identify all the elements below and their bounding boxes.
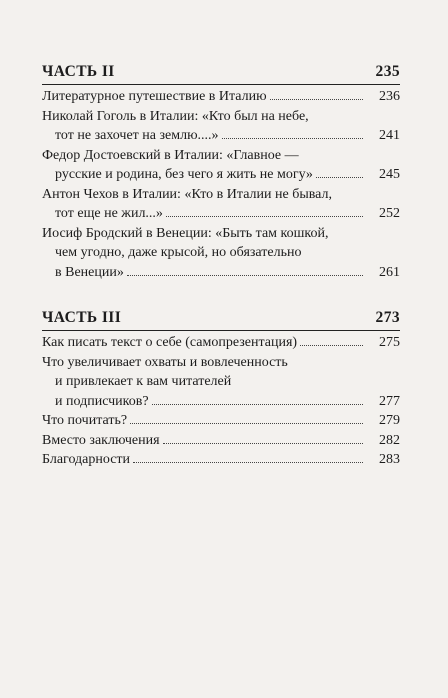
entry-page-number: 236: [379, 89, 400, 104]
part-title: ЧАСТЬ II: [42, 63, 115, 80]
entry-line: Что увеличивает охваты и вовлеченность: [42, 354, 288, 370]
toc-entry: [42, 431, 400, 451]
entry-line: Иосиф Бродский в Венеции: «Быть там кошкой,: [42, 225, 329, 241]
dot-leader: [133, 462, 363, 463]
entry-page-number: 241: [379, 128, 400, 143]
entry-line: Николай Гоголь в Италии: «Кто был на небе,: [42, 108, 309, 124]
toc-entry: [42, 107, 400, 146]
entry-line: Что почитать?: [42, 413, 128, 428]
toc-entry: [42, 353, 400, 412]
entry-line: Федор Достоевский в Италии: «Главное —: [42, 147, 299, 163]
toc-entry: [42, 224, 400, 283]
toc-entry: [42, 333, 400, 353]
toc-entry: [42, 411, 400, 431]
toc-entry: [42, 87, 400, 107]
entry-line: Антон Чехов в Италии: «Кто в Италии не бывал,: [42, 186, 332, 202]
dot-leader: [127, 275, 363, 276]
table-of-contents: [42, 58, 400, 470]
entry-line: Благодарности: [42, 452, 131, 467]
entry-line: русские и родина, без чего я жить не могу»: [55, 167, 313, 182]
part-page-number: 273: [375, 309, 400, 326]
entry-page-number: 261: [379, 264, 400, 280]
entry-page-number: 275: [379, 335, 400, 350]
part-heading: [42, 304, 400, 331]
dot-leader: [163, 443, 363, 444]
entry-line: чем угодно, даже крысой, но обязательно: [55, 245, 302, 260]
entry-line: и подписчиков?: [55, 393, 149, 409]
part-heading: [42, 58, 400, 85]
dot-leader: [300, 345, 363, 346]
entry-line: и привлекает к вам читателей: [55, 374, 232, 389]
part-page-number: 235: [375, 63, 400, 80]
entry-page-number: 282: [379, 432, 400, 448]
dot-leader: [222, 138, 363, 139]
dot-leader: [130, 423, 363, 424]
dot-leader: [270, 99, 363, 100]
entry-line: Вместо заключения: [42, 432, 160, 448]
entry-page-number: 252: [379, 206, 400, 221]
entry-line: Литературное путешествие в Италию: [42, 89, 267, 104]
entry-line: тот еще не жил...»: [55, 206, 163, 221]
entry-page-number: 245: [379, 167, 400, 182]
entry-line: тот не захочет на землю....»: [55, 128, 219, 143]
entry-page-number: 279: [379, 413, 400, 428]
dot-leader: [166, 216, 363, 217]
toc-entry: [42, 185, 400, 224]
entry-line: в Венеции»: [55, 264, 124, 280]
part-title: ЧАСТЬ III: [42, 309, 122, 326]
entry-line: Как писать текст о себе (самопрезентация): [42, 335, 298, 350]
toc-entry: [42, 450, 400, 470]
dot-leader: [316, 177, 363, 178]
entry-page-number: 277: [379, 393, 400, 409]
toc-entry: [42, 146, 400, 185]
entry-page-number: 283: [379, 452, 400, 467]
dot-leader: [152, 404, 363, 405]
